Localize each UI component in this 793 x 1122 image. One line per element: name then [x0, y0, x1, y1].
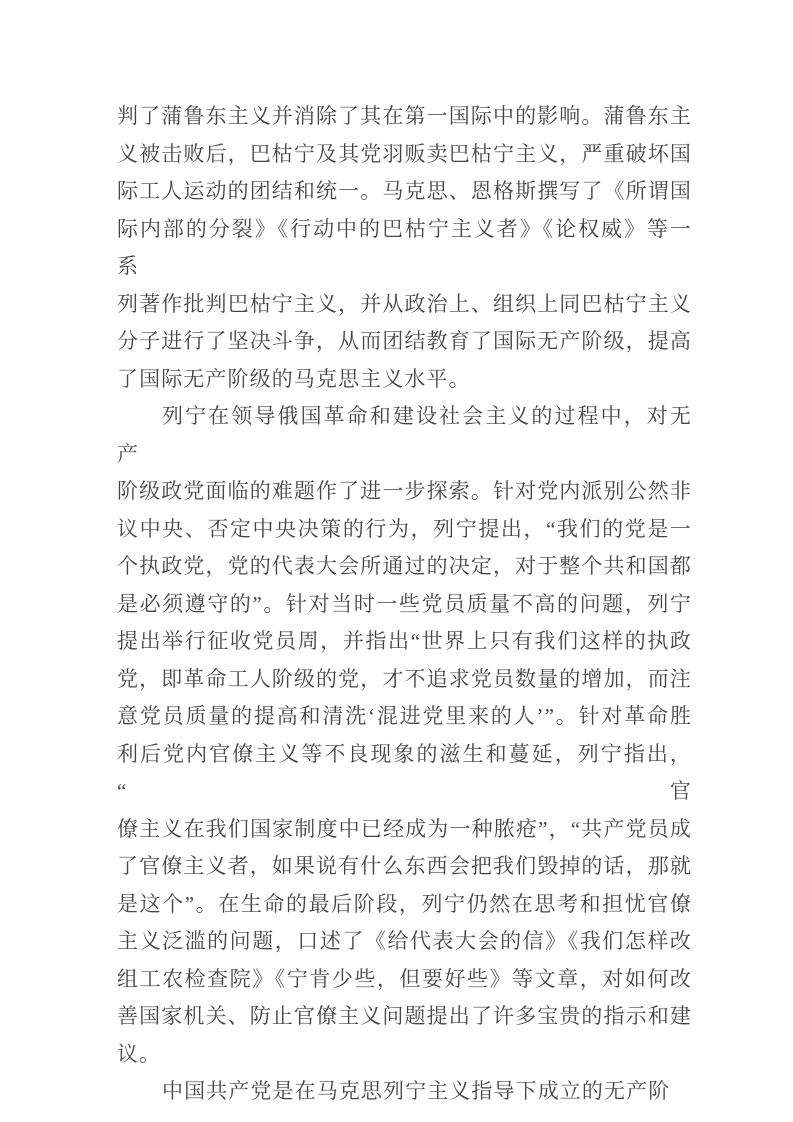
text-line: 了国际无产阶级的马克思主义水平。: [117, 366, 471, 391]
paragraph-2: [117, 398, 692, 1073]
text-line: 利后党内官僚主义等不良现象的滋生和蔓延，列宁指出，“官: [117, 741, 692, 803]
text-line: 议。: [117, 1041, 162, 1066]
document-text: [117, 98, 692, 1111]
text-line: 列宁在领导俄国革命和建设社会主义的过程中，对无产: [117, 404, 692, 466]
text-line: 义被击败后，巴枯宁及其党羽贩卖巴枯宁主义，严重破坏国: [117, 141, 692, 166]
text-line: 提出举行征收党员周，并指出“世界上只有我们这样的执政: [117, 629, 692, 653]
text-line: 阶级政党面临的难题作了进一步探索。针对党内派别公然非: [117, 479, 692, 503]
text-line: 组工农检查院》《宁肯少些，但要好些》等文章，对如何改: [117, 966, 692, 991]
text-line: 党，即革命工人阶级的党，才不追求党员数量的增加，而注: [117, 666, 692, 691]
text-line: 际工人运动的团结和统一。马克思、恩格斯撰写了《所谓国: [117, 179, 692, 203]
text-line: 议中央、否定中央决策的行为，列宁提出，“我们的党是一: [117, 516, 692, 541]
text-line: 中国共产党是在马克思列宁主义指导下成立的无产阶: [162, 1079, 671, 1103]
text-line: 意党员质量的提高和清洗‘混进党里来的人’”。针对革命胜: [117, 704, 692, 728]
text-line: 际内部的分裂》《行动中的巴枯宁主义者》《论权威》等一系: [117, 216, 692, 278]
text-line: 判了蒲鲁东主义并消除了其在第一国际中的影响。蒲鲁东主: [117, 104, 692, 128]
text-line: 僚主义在我们国家制度中已经成为一种脓疮”，“共产党员成: [117, 816, 692, 841]
text-line: 是必须遵守的”。针对当时一些党员质量不高的问题，列宁: [117, 591, 692, 616]
text-line: 个执政党，党的代表大会所通过的决定，对于整个共和国都: [117, 554, 692, 578]
paragraph-3: [117, 1073, 692, 1111]
text-line: 是这个”。在生命的最后阶段，列宁仍然在思考和担忧官僚: [117, 891, 692, 916]
text-line: 主义泛滥的问题，口述了《给代表大会的信》《我们怎样改: [117, 929, 692, 953]
text-line: 列著作批判巴枯宁主义，并从政治上、组织上同巴枯宁主义: [117, 291, 692, 316]
paragraph-1: [117, 98, 692, 398]
text-line: 分子进行了坚决斗争，从而团结教育了国际无产阶级，提高: [117, 329, 692, 353]
text-line: 了官僚主义者，如果说有什么东西会把我们毁掉的话，那就: [117, 854, 692, 878]
text-line: 善国家机关、防止官僚主义问题提出了许多宝贵的指示和建: [117, 1004, 692, 1028]
